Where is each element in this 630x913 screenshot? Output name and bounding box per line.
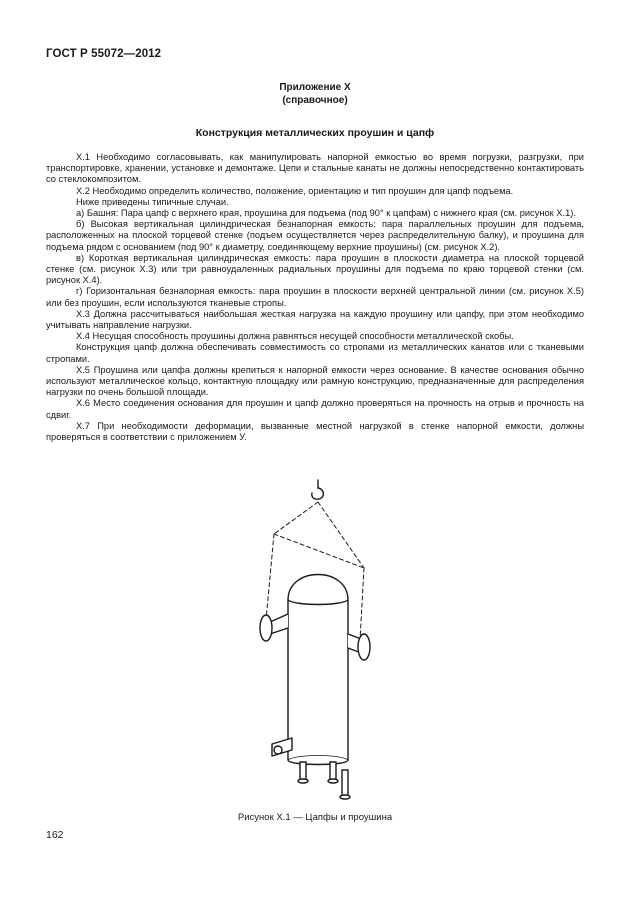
document-header: ГОСТ Р 55072—2012: [46, 48, 162, 60]
appendix-subtitle: (справочное): [282, 95, 348, 106]
paragraph-case-b: б) Высокая вертикальная цилиндрическая безнапорная емкость: пара параллельных проушин для подъема, расположенных на плоской торцевой стенке (подъем осуществляется через распределительную балку), и проушина для подъема рядом с основанием (под 90° к диаметру, соединяющему верхние проушины) (см. рисунок Х.2).: [46, 219, 584, 252]
page-number: 162: [46, 829, 64, 841]
paragraph-x4: Х.4 Несущая способность проушины должна равняться несущей способности металлической скобы.: [76, 331, 514, 342]
paragraph-x3: Х.3 Должна рассчитываться наибольшая жесткая нагрузка на каждую проушину или цапфу, при этом необходимо учитывать направление нагрузки.: [46, 308, 584, 331]
paragraph-x2: Х.2 Необходимо определить количество, положение, ориентацию и тип проушин для цапф подъема.: [76, 185, 514, 196]
paragraph-case-v: в) Короткая вертикальная цилиндрическая емкость: пара проушин в плоскости диаметра на плоской торцевой стенке (см. рисунок Х.3) или три равноудаленных радиальных проушины для подъема по краю торцевой стенки (см. рисунок Х.4).: [46, 252, 584, 286]
paragraph-cases-intro: Ниже приведены типичные случаи.: [76, 196, 229, 207]
appendix-title: Приложение Х: [279, 82, 351, 93]
support-legs: [298, 762, 350, 799]
crane-hook-icon: [312, 480, 324, 499]
paragraph-x4-trunnions: Конструкция цапф должна обеспечивать совместимость со стропами из металлических канатов или с тканевыми стропами.: [46, 342, 584, 364]
left-trunnion: [260, 614, 288, 641]
vessel-lifting-figure: [230, 478, 410, 803]
paragraph-x1: Х.1 Необходимо согласовывать, как манипулировать напорной емкостью во время погрузки, разгрузки, при транспортировке, хранении, установке и демонтаже. Цепи и стальные канаты не должны непосредственно контактировать со стеклокомпозитом.: [46, 152, 584, 185]
right-trunnion: [348, 634, 370, 660]
body-text: [46, 152, 584, 443]
paragraph-x7: Х.7 При необходимости деформации, вызванные местной нагрузкой в стенке напорной емкости, должны проверяться в соответствии с приложением У.: [46, 420, 584, 443]
vessel-body: [288, 575, 348, 765]
paragraph-x6: Х.6 Место соединения основания для проушин и цапф должно проверяться на прочность на отрыв и прочность на сдвиг.: [46, 398, 584, 420]
paragraph-x5: Х.5 Проушина или цапфа должны крепиться к напорной емкости через основание. В качестве основания обычно используют металлическое кольцо, контактную площадку или рамную конструкцию, предназначенные для распределения нагрузки по очень большой площади.: [46, 364, 584, 398]
section-title: Конструкция металлических проушин и цапф: [195, 127, 435, 139]
paragraph-case-a: а) Башня: Пара цапф с верхнего края, проушина для подъема (под 90° к цапфам) с нижнего края (см. рисунок Х.1).: [76, 208, 576, 219]
paragraph-case-g: г) Горизонтальная безнапорная емкость: пара проушин в плоскости верхней центральной линии (см. рисунок Х.5) или без проушин, если используются тканевые стропы.: [46, 286, 584, 308]
figure-caption: Рисунок Х.1 — Цапфы и проушина: [237, 812, 393, 823]
